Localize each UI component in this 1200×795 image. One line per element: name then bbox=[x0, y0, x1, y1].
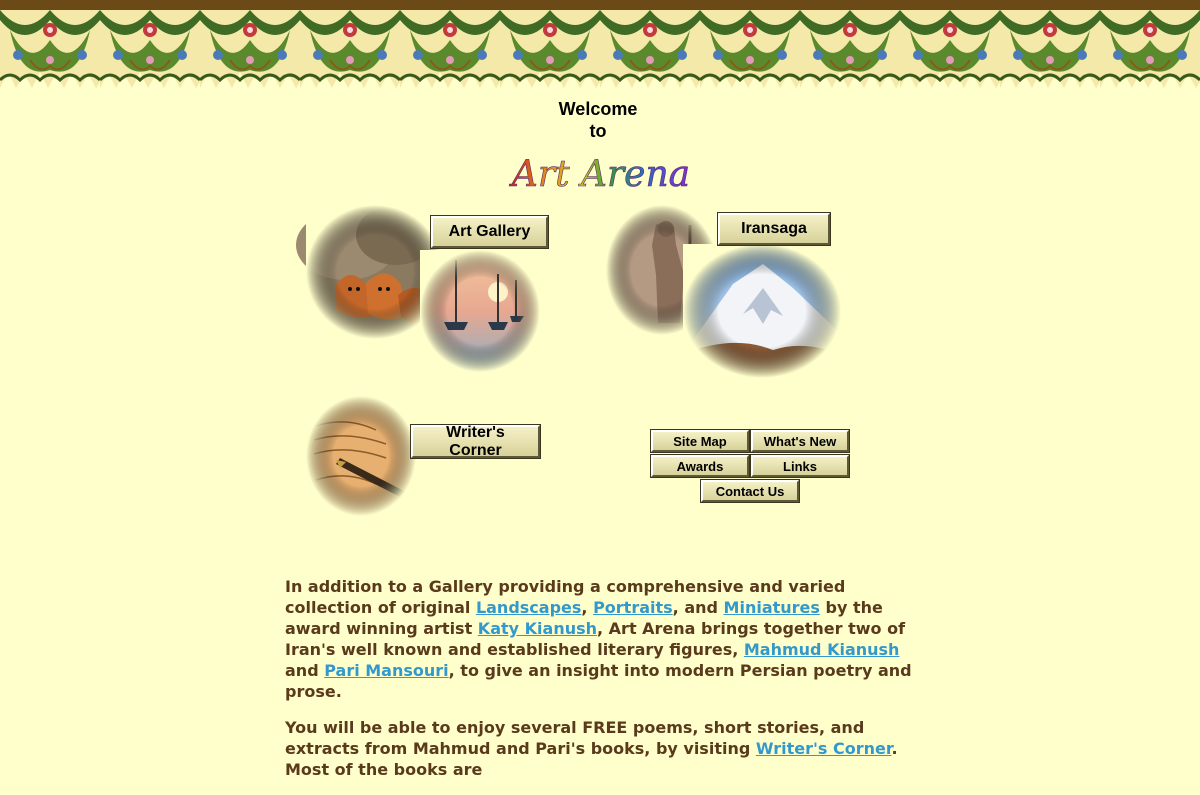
contact-us-button[interactable]: Contact Us bbox=[701, 480, 799, 502]
ornamental-border bbox=[0, 0, 1200, 92]
intro-paragraph-2: You will be able to enjoy several FREE poems, short stories, and extracts from Mahmud and Pari's books, by visiting Writer's Corner. Most of the books are bbox=[285, 718, 898, 779]
awards-button[interactable]: Awards bbox=[651, 455, 749, 477]
sailboats-painting-image[interactable] bbox=[420, 250, 540, 372]
links-button[interactable]: Links bbox=[751, 455, 849, 477]
miniatures-link[interactable]: Miniatures bbox=[723, 598, 820, 617]
svg-text:Art Arena: Art Arena bbox=[511, 154, 691, 195]
iransaga-button[interactable]: Iransaga bbox=[718, 213, 830, 245]
art-gallery-button[interactable]: Art Gallery bbox=[431, 216, 548, 248]
mahmud-kianush-link[interactable]: Mahmud Kianush bbox=[743, 640, 900, 659]
welcome-line2: to bbox=[589, 121, 607, 141]
mount-damavand-image[interactable] bbox=[683, 244, 841, 378]
intro-paragraph-1: In addition to a Gallery providing a comprehensive and varied collection of original Landscapes, Portraits, and Miniatures by the award winning artist Katy Kianush, Art Arena brings together two of Iran's well known and established literary figures, Mahmud Kianush and Pari Mansouri, to give an insight into modern Persian poetry and prose. bbox=[285, 577, 912, 701]
katy-kianush-link[interactable]: Katy Kianush bbox=[477, 619, 598, 638]
portraits-link[interactable]: Portraits bbox=[593, 598, 673, 617]
welcome-heading bbox=[500, 98, 696, 142]
welcome-line1: Welcome bbox=[558, 99, 638, 119]
pari-mansouri-link[interactable]: Pari Mansouri bbox=[324, 661, 449, 680]
art-arena-logo bbox=[511, 148, 691, 195]
writers-corner-link[interactable]: Writer's Corner bbox=[755, 739, 892, 758]
site-map-button[interactable]: Site Map bbox=[651, 430, 749, 452]
pen-and-manuscript-image[interactable] bbox=[306, 396, 416, 516]
landscapes-link[interactable]: Landscapes bbox=[475, 598, 582, 617]
whats-new-button[interactable]: What's New bbox=[751, 430, 849, 452]
intro-content bbox=[285, 576, 915, 795]
writers-corner-button[interactable]: Writer's Corner bbox=[411, 425, 540, 458]
